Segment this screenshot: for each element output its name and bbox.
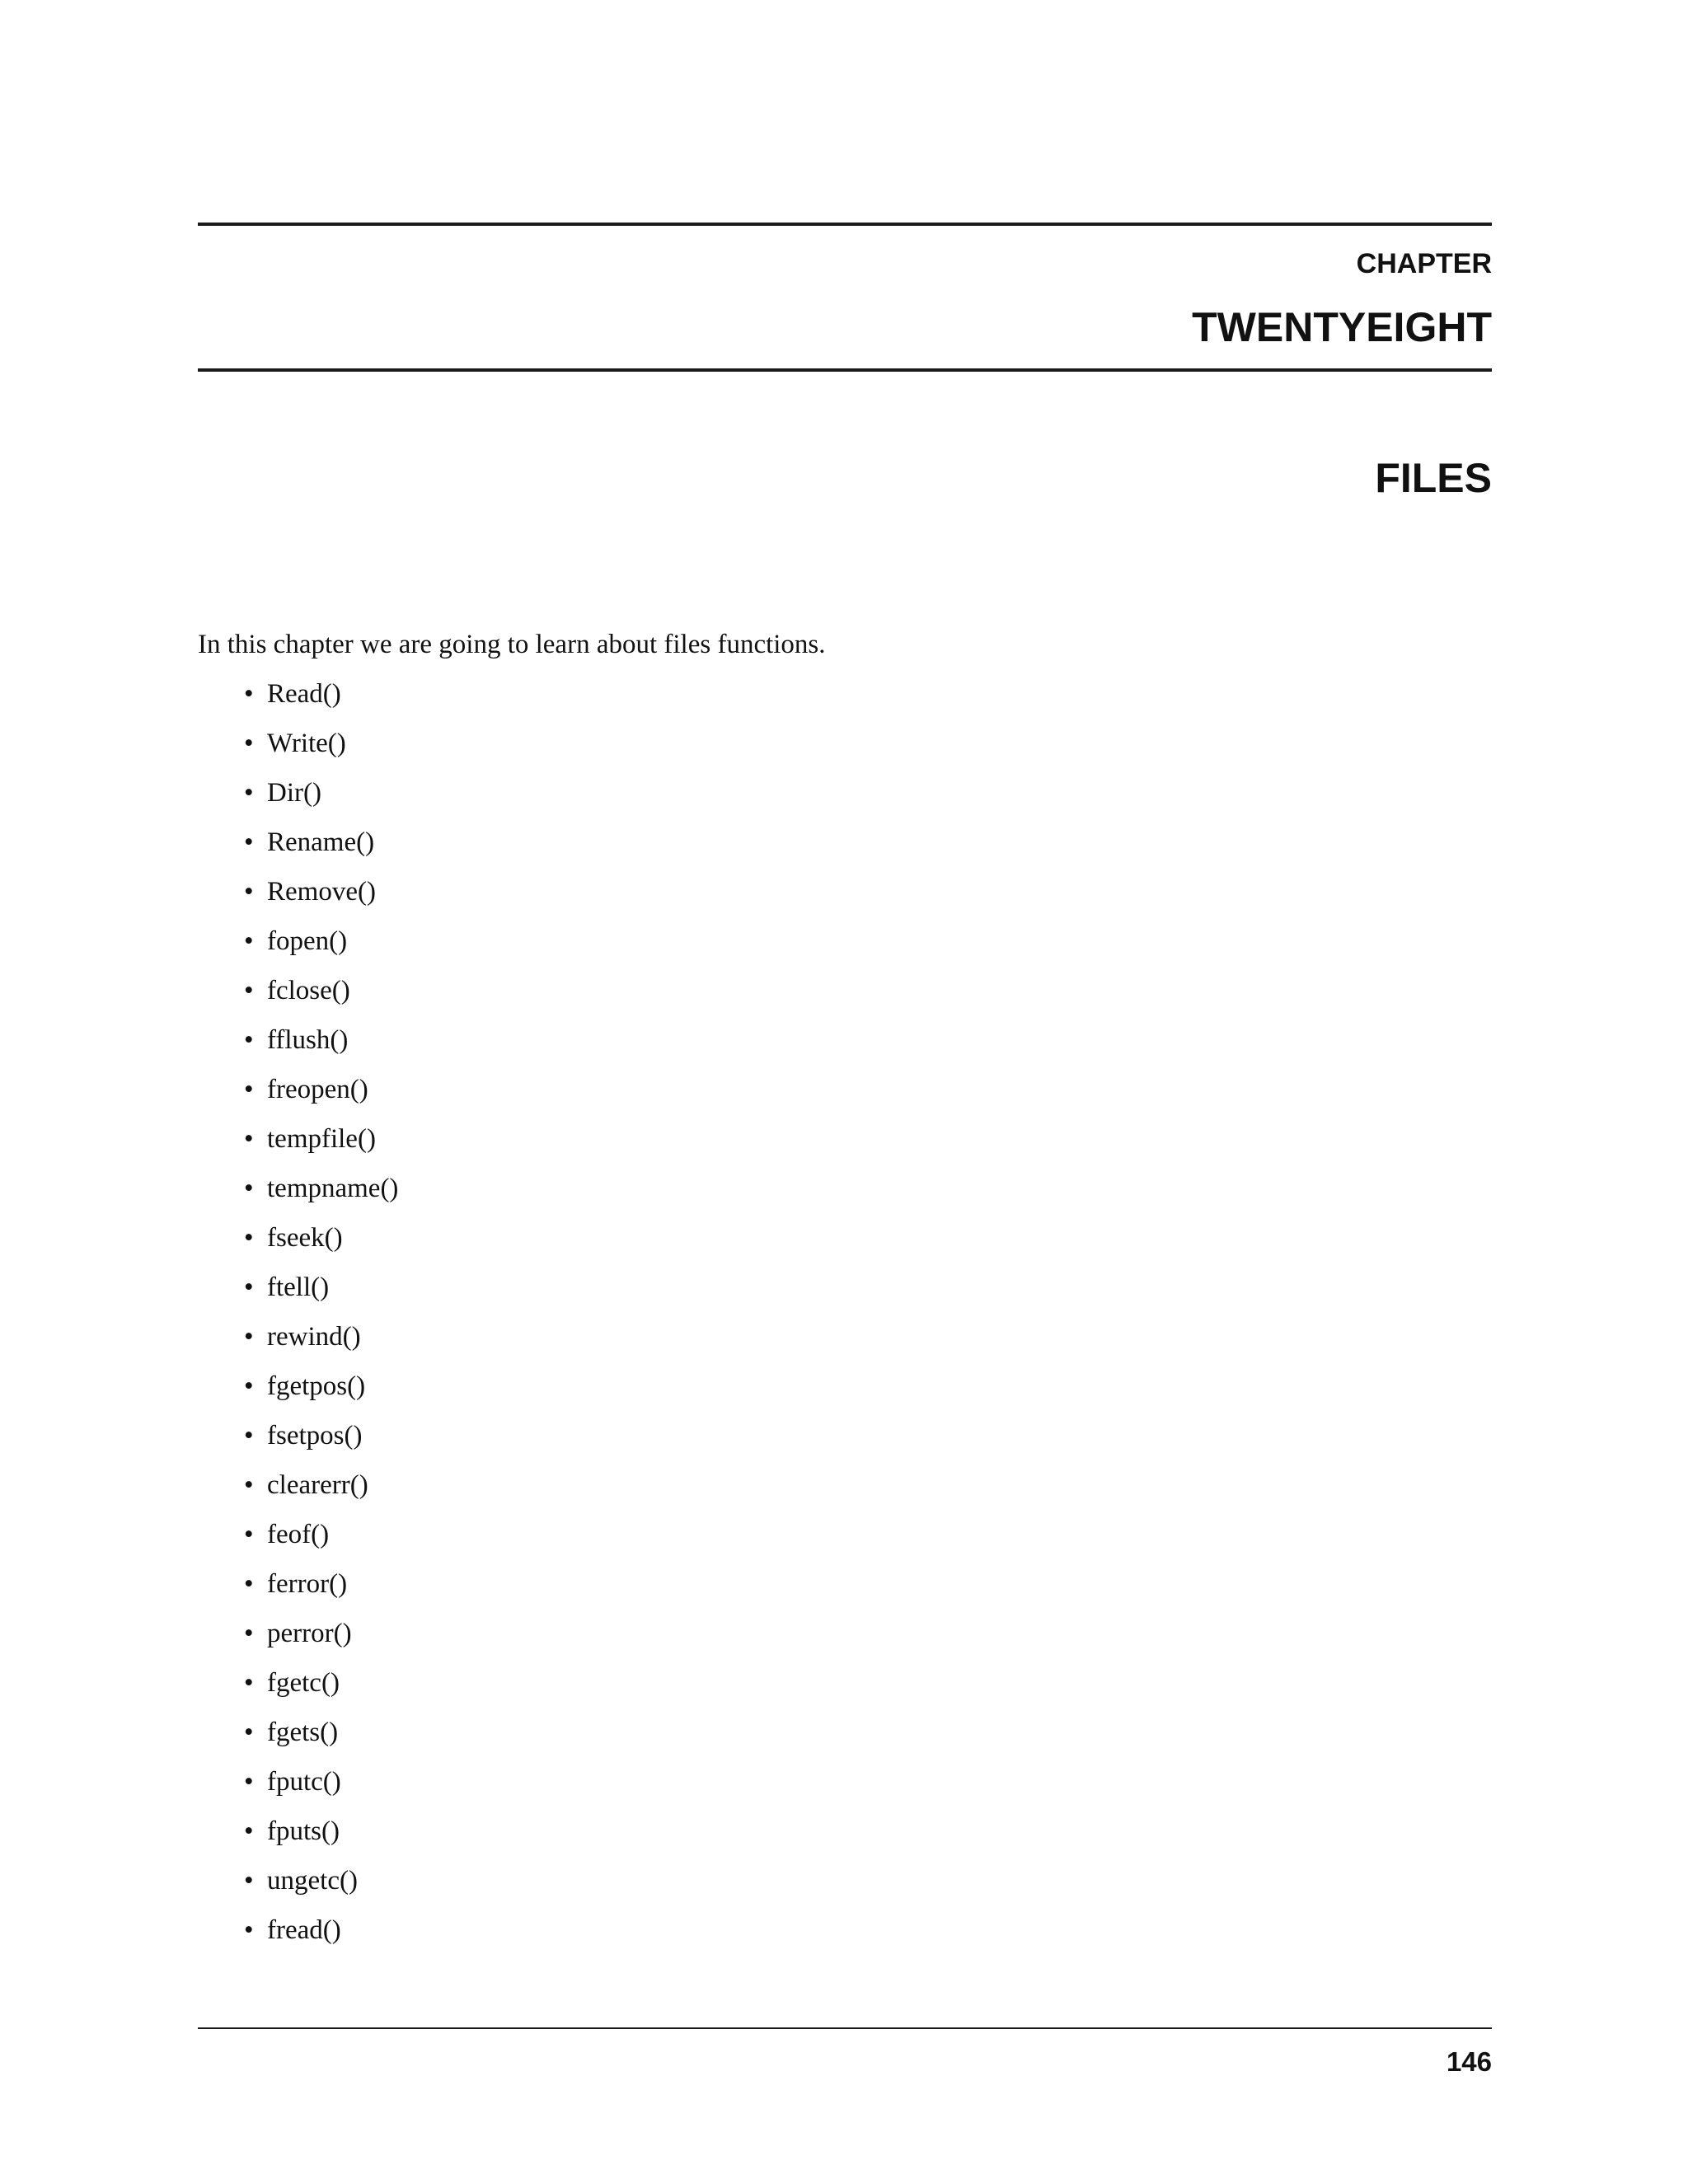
bullet-icon: • xyxy=(244,827,254,857)
bullet-icon: • xyxy=(244,729,254,758)
chapter-number: TWENTYEIGHT xyxy=(1192,304,1492,350)
function-name: fclose() xyxy=(267,976,350,1005)
list-item xyxy=(198,1518,398,1568)
list-item xyxy=(198,1765,398,1815)
function-name: Read() xyxy=(267,679,341,709)
function-name: ungetc() xyxy=(267,1866,358,1896)
bullet-icon: • xyxy=(244,1025,254,1055)
bullet-icon: • xyxy=(244,679,254,709)
list-item xyxy=(198,1122,398,1172)
bullet-icon: • xyxy=(244,1174,254,1203)
list-item xyxy=(198,677,398,727)
list-item xyxy=(198,875,398,925)
list-item xyxy=(198,1864,398,1914)
list-item xyxy=(198,1716,398,1765)
list-item xyxy=(198,1172,398,1221)
function-name: fopen() xyxy=(267,926,348,956)
function-name: fputc() xyxy=(267,1767,341,1797)
bullet-icon: • xyxy=(244,1619,254,1648)
bullet-icon: • xyxy=(244,1520,254,1549)
function-name: freopen() xyxy=(267,1075,368,1104)
function-list xyxy=(198,677,398,1963)
list-item xyxy=(198,1914,398,1963)
function-name: ferror() xyxy=(267,1569,348,1599)
list-item xyxy=(198,974,398,1024)
bullet-icon: • xyxy=(244,877,254,907)
function-name: perror() xyxy=(267,1619,352,1648)
bullet-icon: • xyxy=(244,926,254,956)
footer-rule xyxy=(198,2027,1492,2029)
function-name: fsetpos() xyxy=(267,1421,363,1451)
bullet-icon: • xyxy=(244,1866,254,1896)
list-item xyxy=(198,925,398,974)
list-item xyxy=(198,1568,398,1617)
bullet-icon: • xyxy=(244,1569,254,1599)
function-name: tempfile() xyxy=(267,1124,376,1154)
function-name: fgetc() xyxy=(267,1668,340,1698)
function-name: rewind() xyxy=(267,1322,361,1352)
list-item xyxy=(198,1469,398,1518)
bullet-icon: • xyxy=(244,1371,254,1401)
bullet-icon: • xyxy=(244,1421,254,1451)
list-item xyxy=(198,1271,398,1320)
function-name: tempname() xyxy=(267,1174,399,1203)
list-item xyxy=(198,776,398,826)
function-name: fgets() xyxy=(267,1718,339,1747)
bullet-icon: • xyxy=(244,778,254,808)
chapter-top-rule xyxy=(198,223,1492,226)
function-name: fputs() xyxy=(267,1816,340,1846)
list-item xyxy=(198,826,398,875)
function-name: Rename() xyxy=(267,827,375,857)
intro-paragraph: In this chapter we are going to learn about files functions. xyxy=(198,630,826,659)
document-page xyxy=(198,0,1492,2184)
list-item xyxy=(198,1320,398,1370)
bullet-icon: • xyxy=(244,1223,254,1253)
chapter-bottom-rule xyxy=(198,368,1492,372)
list-item xyxy=(198,1815,398,1864)
bullet-icon: • xyxy=(244,1915,254,1945)
bullet-icon: • xyxy=(244,1668,254,1698)
function-name: Dir() xyxy=(267,778,321,808)
function-name: Remove() xyxy=(267,877,376,907)
list-item xyxy=(198,1370,398,1419)
page-number: 146 xyxy=(1446,2046,1492,2077)
function-name: fread() xyxy=(267,1915,341,1945)
function-name: feof() xyxy=(267,1520,330,1549)
bullet-icon: • xyxy=(244,1816,254,1846)
list-item xyxy=(198,1666,398,1716)
list-item xyxy=(198,1221,398,1271)
function-name: Write() xyxy=(267,729,346,758)
bullet-icon: • xyxy=(244,1075,254,1104)
function-name: fseek() xyxy=(267,1223,343,1253)
bullet-icon: • xyxy=(244,1322,254,1352)
chapter-label: CHAPTER xyxy=(1356,248,1492,279)
function-name: ftell() xyxy=(267,1272,330,1302)
list-item xyxy=(198,727,398,776)
function-name: clearerr() xyxy=(267,1470,368,1500)
bullet-icon: • xyxy=(244,1767,254,1797)
bullet-icon: • xyxy=(244,1470,254,1500)
bullet-icon: • xyxy=(244,1718,254,1747)
chapter-title: FILES xyxy=(1375,455,1492,501)
function-name: fgetpos() xyxy=(267,1371,366,1401)
list-item xyxy=(198,1024,398,1073)
bullet-icon: • xyxy=(244,1272,254,1302)
list-item xyxy=(198,1073,398,1122)
list-item xyxy=(198,1617,398,1666)
function-name: fflush() xyxy=(267,1025,349,1055)
bullet-icon: • xyxy=(244,1124,254,1154)
bullet-icon: • xyxy=(244,976,254,1005)
list-item xyxy=(198,1419,398,1469)
